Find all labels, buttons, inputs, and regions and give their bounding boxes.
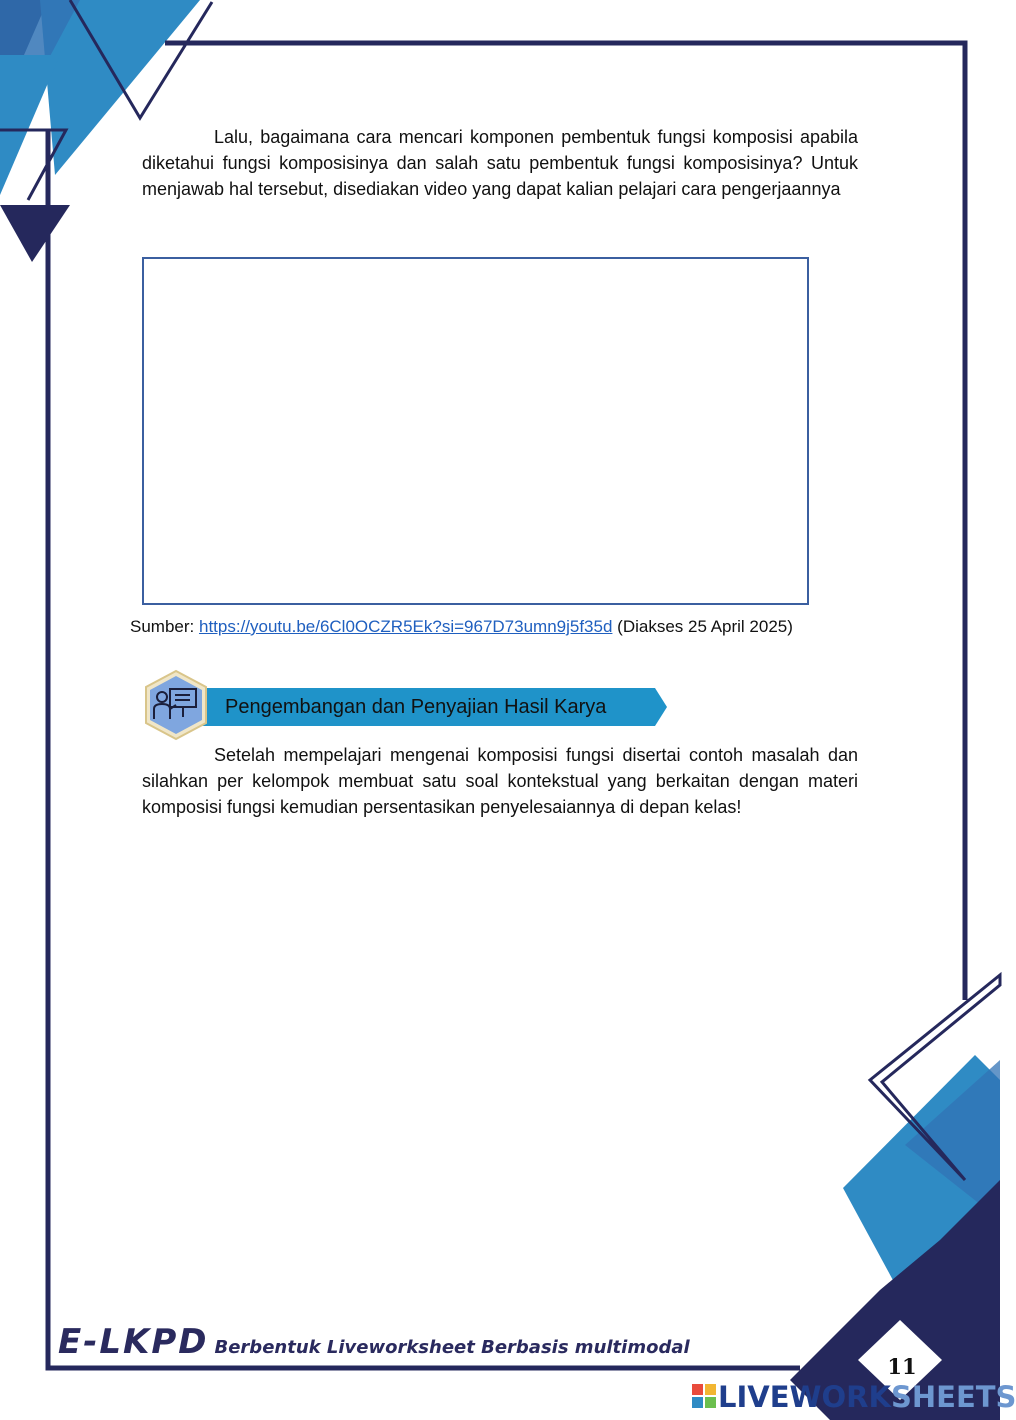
task-paragraph: Setelah mempelajari mengenai komposisi fungsi disertai contoh masalah dan silahkan per kelompok membuat satu soal kontekstual yang berkaitan dengan materi komposisi fungsi kemudian persentasikan penyelesaiannya di depan kelas! — [142, 745, 858, 817]
top-left-navy-triangle-small — [0, 205, 70, 262]
video-source — [130, 616, 793, 638]
video-frame[interactable] — [142, 257, 809, 605]
footer-title — [58, 1322, 690, 1362]
footer-brand: E-LKPD — [58, 1322, 209, 1362]
source-accessed: (Diakses 25 April 2025) — [617, 617, 793, 636]
watermark-work: WORK — [789, 1380, 891, 1414]
page-number: 11 — [887, 1354, 917, 1379]
intro-paragraph: Lalu, bagaimana cara mencari komponen pembentuk fungsi komposisi apabila diketahui fungsi komposisinya dan salah satu pembentuk fungsi komposisinya? Untuk menjawab hal tersebut, disediakan video yang dapat kalian pelajari cara pengerjaannya — [142, 127, 858, 199]
source-label: Sumber: — [130, 617, 195, 636]
liveworksheets-logo-icon — [692, 1384, 716, 1408]
source-link[interactable]: https://youtu.be/6Cl0OCZR5Ek?si=967D73umn9j5f35d — [198, 617, 613, 636]
section-title: Pengembangan dan Penyajian Hasil Karya — [225, 696, 607, 718]
presentation-icon — [140, 669, 212, 741]
footer-subtitle: Berbentuk Liveworksheet Berbasis multimodal — [214, 1337, 690, 1358]
watermark-sheets: SHEETS — [890, 1380, 1016, 1414]
watermark-live: LIVE — [718, 1380, 790, 1414]
section-banner — [195, 688, 667, 726]
